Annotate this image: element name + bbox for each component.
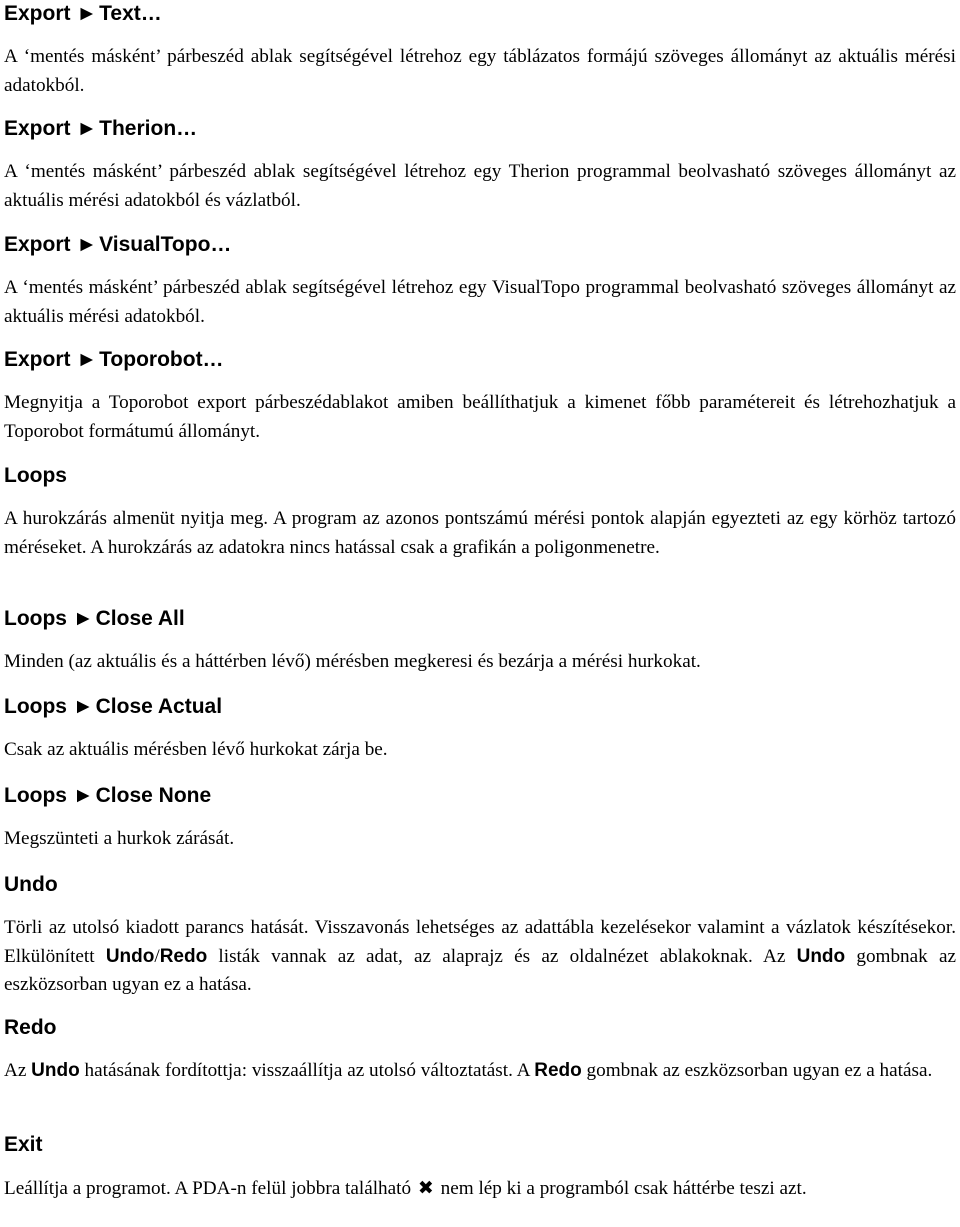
menu-name: Export bbox=[4, 2, 71, 25]
menu-name: Loops bbox=[4, 784, 67, 807]
menu-name: Undo bbox=[4, 873, 58, 896]
section-export-toporobot bbox=[4, 347, 956, 446]
menu-heading bbox=[4, 463, 956, 489]
section-export-visualtopo bbox=[4, 232, 956, 331]
section-description: A ‘mentés másként’ párbeszéd ablak segítségével létrehoz egy Therion programmal beolvasható szöveges állományt az aktuális mérési adatokból és vázlatból. bbox=[4, 161, 956, 211]
menu-heading bbox=[4, 347, 956, 373]
section-loops-close-all bbox=[4, 606, 956, 677]
close-x-icon: ✖ bbox=[417, 1177, 434, 1199]
menu-item-name: Text… bbox=[99, 2, 162, 25]
section-description bbox=[4, 1174, 956, 1204]
menu-heading bbox=[4, 116, 956, 142]
section-description bbox=[4, 914, 956, 1000]
section-description: Csak az aktuális mérésben lévő hurkokat zárja be. bbox=[4, 739, 388, 760]
section-description: A hurokzárás almenüt nyitja meg. A program az azonos pontszámú mérési pontok alapján egyezteti az egy körhöz tartozó méréseket. A hurokzárás az adatokra nincs hatással csak a grafikán a poligonmenetre. bbox=[4, 508, 956, 558]
section-loops-close-none bbox=[4, 783, 956, 854]
description-text: listák vannak az adat, az alaprajz és az oldalnézet ablakoknak. Az bbox=[207, 945, 797, 967]
menu-item-name: Close Actual bbox=[95, 695, 223, 718]
menu-item-name: Close All bbox=[95, 607, 185, 630]
menu-heading bbox=[4, 1132, 956, 1158]
menu-heading bbox=[4, 1, 956, 27]
description-text: Az bbox=[4, 1060, 32, 1081]
section-description: A ‘mentés másként’ párbeszéd ablak segítségével létrehoz egy VisualTopo programmal beolvasható szöveges állományt az aktuális mérési adatokból. bbox=[4, 277, 956, 327]
section-loops bbox=[4, 463, 956, 562]
section-undo bbox=[4, 872, 956, 1000]
menu-name: Loops bbox=[4, 695, 67, 718]
menu-heading bbox=[4, 606, 956, 632]
menu-heading bbox=[4, 872, 956, 898]
section-exit bbox=[4, 1132, 956, 1204]
section-description: A ‘mentés másként’ párbeszéd ablak segítségével létrehoz egy táblázatos formájú szöveges állományt az aktuális mérési adatokból. bbox=[4, 46, 956, 96]
submenu-arrow-icon: ► bbox=[72, 695, 94, 718]
section-redo bbox=[4, 1015, 956, 1086]
menu-name: Export bbox=[4, 233, 71, 256]
menu-heading bbox=[4, 1015, 956, 1041]
section-loops-close-actual bbox=[4, 694, 956, 765]
menu-name: Loops bbox=[4, 464, 67, 487]
section-export-therion bbox=[4, 116, 956, 215]
menu-name: Export bbox=[4, 117, 71, 140]
command-keyword: Undo bbox=[796, 945, 846, 967]
menu-name: Export bbox=[4, 348, 71, 371]
menu-heading bbox=[4, 232, 956, 258]
command-keyword: Undo bbox=[105, 945, 155, 967]
menu-item-name: VisualTopo… bbox=[99, 233, 232, 256]
description-text: / bbox=[154, 945, 160, 967]
section-description: Minden (az aktuális és a háttérben lévő) mérésben megkeresi és bezárja a mérési hurkokat. bbox=[4, 651, 701, 672]
submenu-arrow-icon: ► bbox=[72, 784, 94, 807]
menu-heading bbox=[4, 694, 956, 720]
description-text: hatásának fordítottja: visszaállítja az utolsó változtatást. A bbox=[79, 1060, 535, 1081]
section-description: Megszünteti a hurkok zárását. bbox=[4, 828, 235, 849]
menu-name: Exit bbox=[4, 1133, 43, 1156]
description-text: gombnak az eszközsorban ugyan ez a hatása. bbox=[581, 1060, 933, 1081]
submenu-arrow-icon: ► bbox=[76, 233, 98, 256]
submenu-arrow-icon: ► bbox=[76, 117, 98, 140]
submenu-arrow-icon: ► bbox=[72, 607, 94, 630]
menu-item-name: Therion… bbox=[99, 117, 198, 140]
command-keyword: Redo bbox=[159, 945, 208, 967]
description-text: gombnak az eszközsorban ugyan ez a hatása. bbox=[4, 945, 956, 995]
menu-name: Redo bbox=[4, 1016, 57, 1039]
command-keyword: Undo bbox=[31, 1060, 80, 1081]
command-keyword: Redo bbox=[534, 1060, 582, 1081]
section-export-text bbox=[4, 1, 956, 100]
description-text: Leállítja a programot. A PDA-n felül jobbra található bbox=[4, 1178, 412, 1199]
description-text: Törli az utolsó kiadott parancs hatását. Visszavonás lehetséges az adattábla kezelésekor valamint a vázlatok készítésekor. Elkülönített bbox=[4, 917, 956, 967]
menu-item-name: Close None bbox=[95, 784, 212, 807]
section-description bbox=[4, 1057, 956, 1086]
submenu-arrow-icon: ► bbox=[76, 348, 98, 371]
menu-name: Loops bbox=[4, 607, 67, 630]
description-text: nem lép ki a programból csak háttérbe teszi azt. bbox=[440, 1178, 807, 1199]
menu-item-name: Toporobot… bbox=[99, 348, 224, 371]
menu-heading bbox=[4, 783, 956, 809]
section-description: Megnyitja a Toporobot export párbeszédablakot amiben beállíthatjuk a kimenet főbb paramétereit és létrehozhatjuk a Toporobot formátumú állományt. bbox=[4, 392, 956, 442]
submenu-arrow-icon: ► bbox=[76, 2, 98, 25]
